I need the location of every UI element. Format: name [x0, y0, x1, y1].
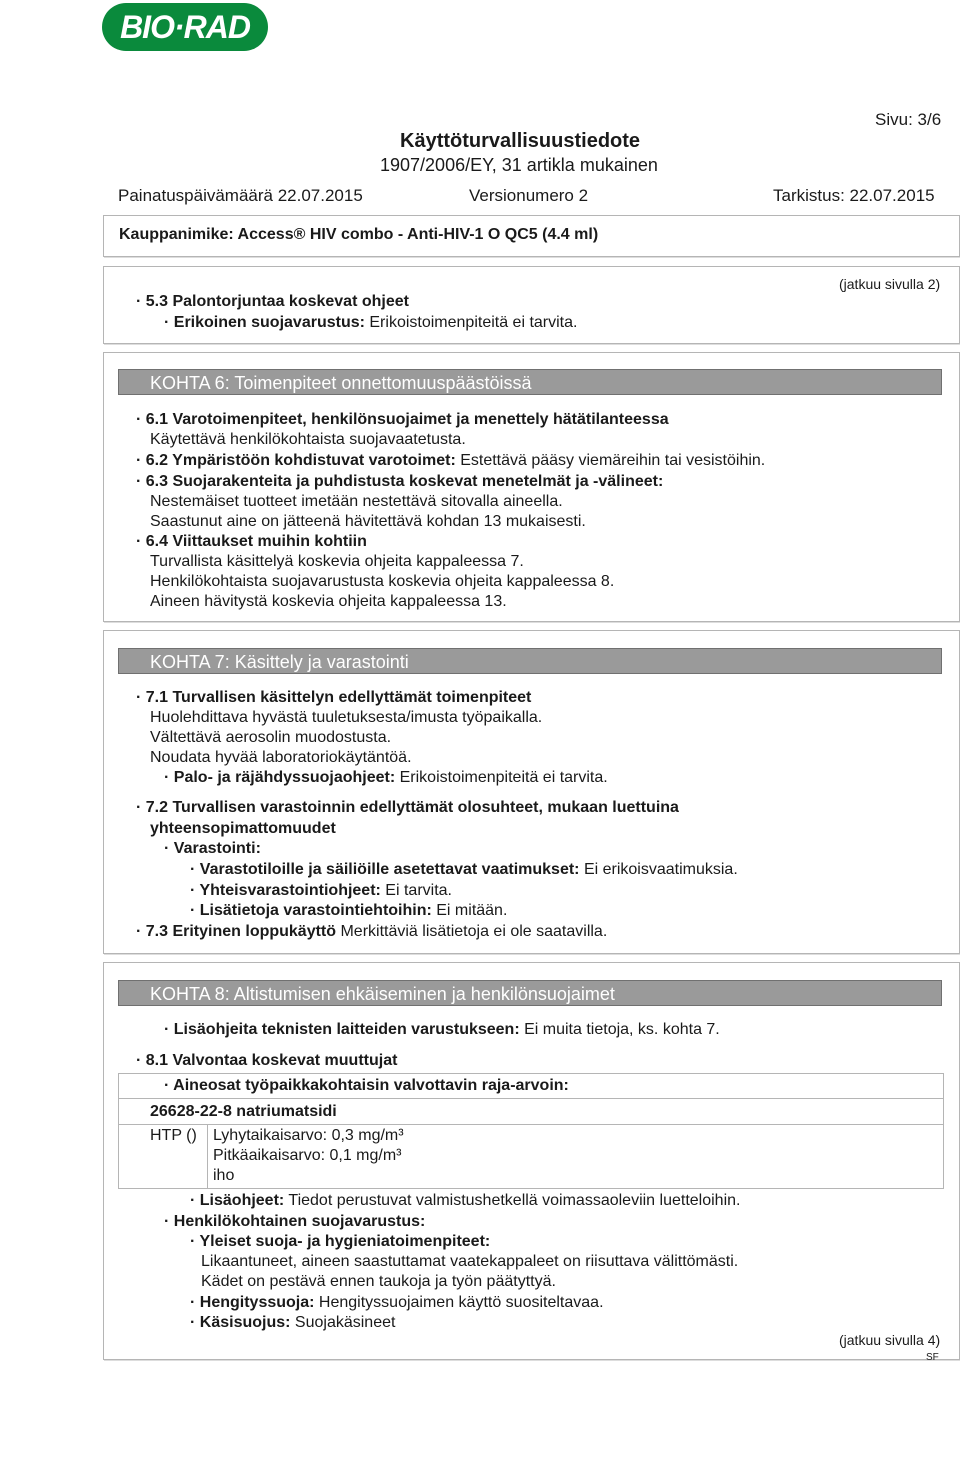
respiratory-protection: · Hengityssuoja: Hengityssuojaimen käyttö suositeltavaa.: [190, 1294, 604, 1311]
section-7-box: [103, 630, 960, 954]
section-6-box: [103, 352, 960, 622]
section-6-4-heading: · 6.4 Viittaukset muihin kohtiin: [136, 533, 367, 550]
hygiene-heading: · Yleiset suoja- ja hygieniatoimenpiteet:: [190, 1233, 491, 1250]
section-6-2: · 6.2 Ympäristöön kohdistuvat varotoimet: Estettävä pääsy viemäreihin tai vesistöihin.: [136, 452, 766, 469]
section-7-3: · 7.3 Erityinen loppukäyttö Merkittäviä lisätietoja ei ole saatavilla.: [136, 923, 608, 940]
language-code: SF: [926, 1352, 939, 1363]
section-8-1-heading: · 8.1 Valvontaa koskevat muuttujat: [136, 1052, 398, 1069]
section-7-1-text-c: Noudata hyvää laboratoriokäytäntöä.: [150, 749, 412, 766]
section-7-heading: KOHTA 7: Käsittely ja varastointi: [118, 648, 942, 674]
limit-values-heading: · Aineosat työpaikkakohtaisin valvottavin raja-arvoin:: [164, 1077, 569, 1094]
hygiene-text-b: Kädet on pestävä ennen taukoja ja työn päätyttyä.: [201, 1273, 556, 1290]
substance-name: 26628-22-8 natriumatsidi: [150, 1103, 337, 1120]
section-8-heading: KOHTA 8: Altistumisen ehkäiseminen ja henkilönsuojaimet: [118, 980, 942, 1006]
hand-protection: · Käsisuojus: Suojakäsineet: [190, 1314, 396, 1331]
version-number: Versionumero 2: [469, 186, 589, 205]
section-6-4-text-a: Turvallista käsittelyä koskevia ohjeita kappaleessa 7.: [150, 553, 524, 570]
print-date: Painatuspäivämäärä 22.07.2015: [118, 186, 363, 205]
section-6-4-text-c: Aineen hävitystä koskevia ohjeita kappaleessa 13.: [150, 593, 507, 610]
hygiene-text-a: Likaantuneet, aineen saastuttamat vaatekappaleet on riisuttava välittömästi.: [201, 1253, 739, 1270]
page-number: Sivu: 3/6: [875, 110, 942, 129]
section-6-1-heading: · 6.1 Varotoimenpiteet, henkilönsuojaimet ja menettely hätätilanteessa: [136, 411, 669, 428]
section-6-3-heading: · 6.3 Suojarakenteita ja puhdistusta koskevat menetelmät ja -välineet:: [136, 473, 664, 490]
section-8-box: [103, 962, 960, 1360]
section-6-heading: KOHTA 6: Toimenpiteet onnettomuuspäästöissä: [118, 369, 942, 395]
section-7-1-text-b: Vältettävä aerosolin muodostusta.: [150, 729, 392, 746]
product-name: Kauppanimike: Access® HIV combo - Anti-HIV-1 O QC5 (4.4 ml): [119, 226, 599, 243]
skin-notation: iho: [213, 1167, 235, 1184]
section-5-box: [103, 266, 960, 344]
storage-extra-info: · Lisätietoja varastointiehtoihin: Ei mitään.: [190, 902, 508, 919]
ppe-heading: · Henkilökohtainen suojavarustus:: [164, 1213, 426, 1230]
section-7-1-text-a: Huolehdittava hyvästä tuuletuksesta/imusta työpaikalla.: [150, 709, 543, 726]
joint-storage: · Yhteisvarastointiohjeet: Ei tarvita.: [190, 882, 452, 899]
additional-instructions: · Lisäohjeet: Tiedot perustuvat valmistushetkellä voimassaoleviin luetteloihin.: [190, 1192, 741, 1209]
technical-equipment-info: · Lisäohjeita teknisten laitteiden varustukseen: Ei muita tietoja, ks. kohta 7.: [164, 1021, 720, 1038]
section-6-3-text-a: Nestemäiset tuotteet imetään nestettävä sitovalla aineella.: [150, 493, 563, 510]
fire-explosion-protection: · Palo- ja räjähdyssuojaohjeet: Erikoistoimenpiteitä ei tarvita.: [164, 769, 608, 786]
short-term-value: Lyhytaikaisarvo: 0,3 mg/m³: [213, 1127, 404, 1144]
storage-requirements: · Varastotiloille ja säiliöille asetettavat vaatimukset: Ei erikoisvaatimuksia.: [190, 861, 738, 878]
section-6-3-text-b: Saastunut aine on jätteenä hävitettävä kohdan 13 mukaisesti.: [150, 513, 586, 530]
section-7-2-heading-a: · 7.2 Turvallisen varastoinnin edellyttämät olosuhteet, mukaan luettuina: [136, 799, 679, 816]
section-5-3-heading: · 5.3 Palontorjuntaa koskevat ohjeet: [136, 293, 409, 310]
product-box: [103, 215, 960, 257]
section-6-4-text-b: Henkilökohtaista suojavarustusta koskevia ohjeita kappaleessa 8.: [150, 573, 615, 590]
special-protective-equipment: · Erikoinen suojavarustus: Erikoistoimenpiteitä ei tarvita.: [164, 314, 578, 331]
section-7-1-heading: · 7.1 Turvallisen käsittelyn edellyttämät toimenpiteet: [136, 689, 532, 706]
long-term-value: Pitkäaikaisarvo: 0,1 mg/m³: [213, 1147, 402, 1164]
section-6-1-text: Käytettävä henkilökohtaista suojavaatetusta.: [150, 431, 466, 448]
htp-label: HTP (): [150, 1127, 197, 1144]
revision-date: Tarkistus: 22.07.2015: [773, 186, 935, 205]
continued-from: (jatkuu sivulla 2): [839, 276, 941, 292]
document-title: Käyttöturvallisuustiedote: [400, 130, 641, 152]
section-7-2-heading-b: yhteensopimattomuudet: [150, 820, 336, 837]
storage-heading: · Varastointi:: [164, 840, 261, 857]
continued-to: (jatkuu sivulla 4): [839, 1332, 941, 1348]
bio-rad-logo: BIO·RAD: [102, 3, 268, 51]
document-subtitle: 1907/2006/EY, 31 artikla mukainen: [380, 155, 658, 175]
